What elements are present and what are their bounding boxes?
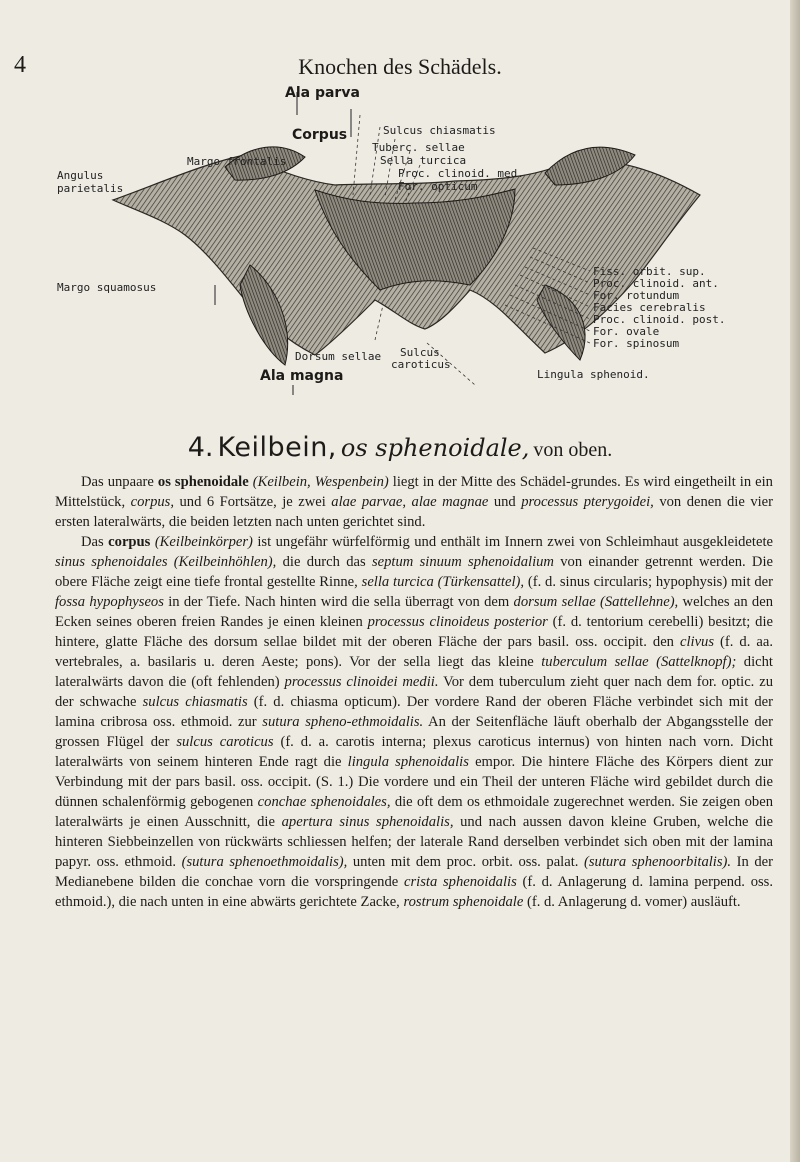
p1-italic-g: alae parvae, alae magnae [331,494,489,510]
section-latin-name: os sphenoidale, [340,434,530,462]
p2-italic-e: sinus sphenoidales (Keilbeinhöhlen), [55,554,277,570]
section-number: 4. [187,432,214,463]
label-lingula-sphenoid: Lingula sphenoid. [537,368,650,381]
page-edge-shadow [790,0,800,1162]
p2-text-ap: (f. d. Anlagerung d. vomer) ausläuft. [523,894,741,910]
p2-italic-ae: conchae sphenoidales, [257,794,391,810]
label-proc-clinoid-post: Proc. clinoid. post. [593,313,726,326]
p1-italic-c: (Keilbein, Wespenbein) [248,474,389,490]
p2-italic-q: clivus [679,634,715,650]
p2-italic-w: sulcus chiasmatis [142,694,248,710]
label-facies-cerebralis: Facies cerebralis [593,301,706,314]
label-ala-magna: Ala magna [260,368,344,384]
p2-text-d: ist ungefähr würfelförmig und enthält im Innern zwei von Schleimhaut ausgekleidetete [252,534,773,550]
body-text [55,472,773,912]
p1-text-h: und [488,494,522,510]
page-number: 4 [14,52,26,78]
label-proc-clinoid-med: Proc. clinoid. med. [398,167,524,180]
label-sulcus-chiasmatis: Sulcus chiasmatis [383,124,496,137]
p2-text-ab: (f. d. a. carotis interna; plexus caroticus internus) von hinten nach vorn. Dicht lateralwärts von seinem hinteren Ende ragt die [55,734,774,770]
p2-text-z: An der Seitenfläche läuft oberhalb der Abgangsstelle der grossen Flügel der [55,714,773,750]
p2-italic-y: sutura spheno-ethmoidalis. [262,714,424,730]
p2-text-v: Vor dem tuberculum zieht quer nach dem for. optic. zu der schwache [55,674,773,710]
p2-italic-o: processus clinoideus posterior [367,614,548,630]
p1-term-os-sphenoidale: os sphenoidale [157,474,249,490]
p2-text-n: welches an den Ecken seines oberen freien Randes je einen kleinen [55,594,774,630]
p2-italic-k: fossa hypophyseos [55,594,164,610]
p2-text-l: in der Tiefe. Nach hinten wird die sella überragt von dem [163,594,514,610]
page-header [0,52,800,82]
p2-text-aj: unten mit dem proc. orbit. oss. palat. [347,854,584,870]
label-dorsum-sellae: Dorsum sellae [295,350,382,363]
p2-italic-c: (Keilbeinkörper) [150,534,253,550]
p2-term-corpus: corpus [108,534,151,550]
label-parietalis: parietalis [57,182,124,195]
p2-text-ad: empor. Die hintere Fläche des Körpers dient zur Verbindung mit der pars basil. oss. occipit. (S. 1.) Die vordere und ein Theil der unteren Fläche wird gebildet durch die dünnen schalenförmig gebogenen [55,754,773,810]
p2-italic-u: processus clinoidei medii. [284,674,439,690]
section-title: Keilbein, [217,432,337,463]
p2-italic-am: crista sphenoidalis [404,874,517,890]
p2-text-p: (f. d. tentorium cerebelli) besitzt; die hintere, glatte Fläche des dorsum sellae bildet mit der oberen Fläche der pars basil. oss. occipit. den [55,614,773,650]
p2-text-r: (f. d. aa. vertebrales, a. basilaris u. deren Aeste; pons). Vor der sella liegt das kleine [55,634,773,670]
label-ala-parva: Ala parva [285,85,360,101]
label-sulcus: Sulcus [400,346,440,359]
p2-text-x: (f. d. chiasma opticum). Der vordere Rand der oberen Fläche verbindet sich mit der lamina cribrosa oss. ethmoid. zur [55,694,774,730]
paragraph-1 [55,472,773,532]
label-fiss-orbit-sup: Fiss. orbit. sup. [593,265,706,278]
p2-italic-ak: (sutura sphenoorbitalis). [583,854,732,870]
p1-text-a: Das unpaare [81,474,158,490]
label-for-opticum: For. opticum [398,180,478,193]
p2-italic-ag: apertura sinus sphenoidalis, [281,814,454,830]
running-title: Knochen des Schädels. [298,54,502,79]
p2-text-ah: und nach aussen davon kleine Gruben, welche die hinteren Siebbeinzellen von rückwärts schliessen helfen; der laterale Rand derselben verbindet sich oben mit der lamina papyr. oss. ethmoid. [55,814,774,870]
section-subtitle: von oben. [533,439,613,461]
p1-text-j: von denen die vier ersten lateralwärts, die beiden letzten nach unten gerichtet sind. [55,494,774,530]
p2-text-j: (f. d. sinus circularis; hypophysis) mit der [524,574,773,590]
p2-italic-ac: lingula sphenoidalis [347,754,469,770]
p1-italic-e: corpus, [130,494,174,510]
label-margo-frontalis: Margo frontalis [187,155,287,168]
p2-italic-ai: (sutura sphenoethmoidalis), [181,854,348,870]
label-caroticus: caroticus [391,358,451,371]
p2-italic-aa: sulcus caroticus [176,734,274,750]
label-margo-squamosus: Margo squamosus [57,281,157,294]
sphenoid-illustration [57,85,760,395]
label-tuberc-sellae: Tuberc. sellae [372,141,465,154]
label-angulus: Angulus [57,169,104,182]
p2-italic-i: sella turcica (Türkensattel), [361,574,525,590]
label-for-rotundum: For. rotundum [593,289,680,302]
p2-text-h: von einander getrennt werden. Die obere Fläche zeigt eine tiefe frontal gestellte Rinne, [55,554,773,590]
label-for-spinosum: For. spinosum [593,337,680,350]
p2-text-a: Das [81,534,109,550]
paragraph-2 [55,532,773,912]
p1-text-d: liegt in der Mitte des Schädel-grundes. Es wird eingetheilt in ein Mittelstück, [55,474,773,510]
p2-italic-s: tuberculum sellae (Sattelknopf); [541,654,737,670]
p2-italic-ao: rostrum sphenoidale [403,894,524,910]
p2-text-an: (f. d. Anlagerung d. lamina perpend. oss. ethmoid.), die nach unten in eine abwärts gerichtete Zacke, [55,874,774,910]
section-heading [0,432,800,463]
label-proc-clinoid-ant: Proc. clinoid. ant. [593,277,719,290]
p2-text-f: die durch das [276,554,372,570]
p2-text-t: dicht lateralwärts davon die (oft fehlenden) [55,654,773,690]
label-for-ovale: For. ovale [593,325,660,338]
label-sella-turcica: Sella turcica [380,154,467,167]
p2-text-af: die oft dem os ethmoidale zugerechnet werden. Sie zeigen oben lateralwärts je einen Ausschnitt, die [55,794,773,830]
p1-italic-i: processus pterygoidei, [521,494,654,510]
p1-text-f: und 6 Fortsätze, je zwei [174,494,332,510]
p2-italic-g: septum sinuum sphenoidalium [371,554,554,570]
label-corpus: Corpus [292,127,348,143]
p2-text-al: In der Medianebene bilden die conchae vorn die vorspringende [55,854,773,890]
p2-italic-m: dorsum sellae (Sattellehne), [513,594,679,610]
